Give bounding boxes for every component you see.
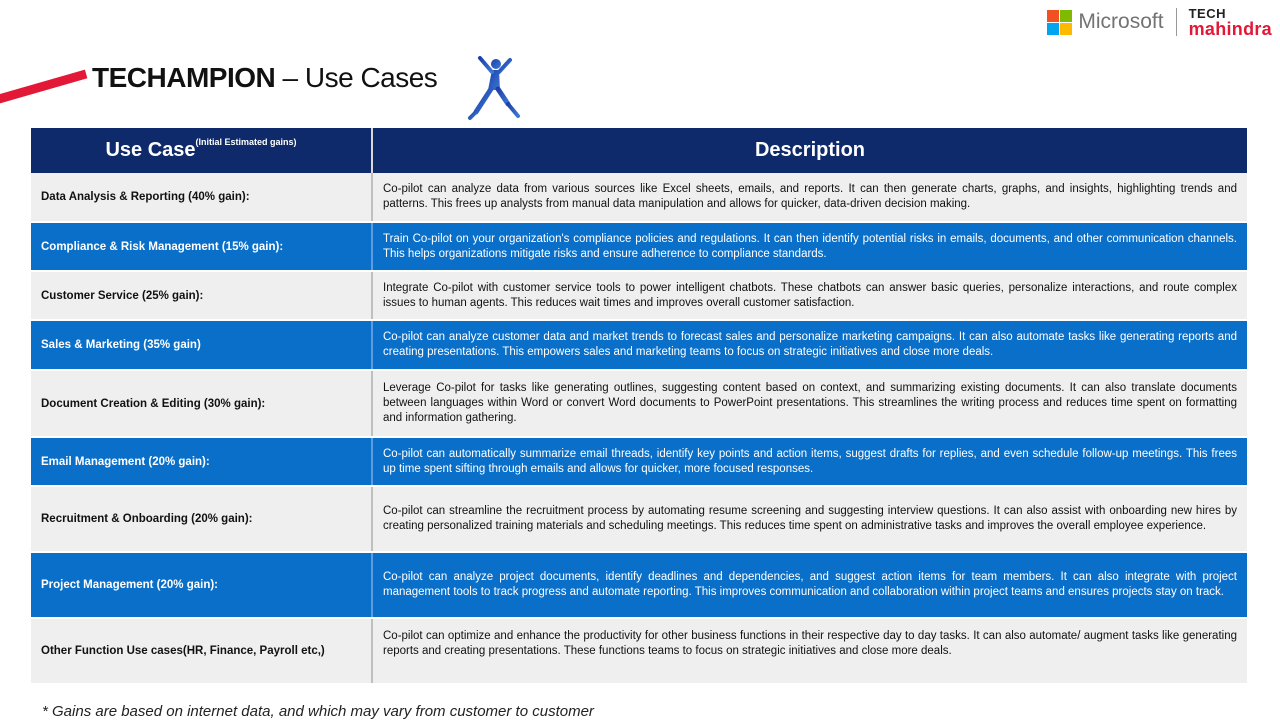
- description-cell: Train Co-pilot on your organization's compliance policies and regulations. It can then identify potential risks in emails, documents, and other communication channels. This helps organizations mitigate risks and ensure adherence to compliance standards.: [372, 222, 1247, 271]
- description-cell: Integrate Co-pilot with customer service tools to power intelligent chatbots. These chatbots can answer basic queries, personalize interactions, and route complex issues to human agents. This reduces wait times and improves overall customer satisfaction.: [372, 271, 1247, 320]
- use-case-table: [31, 128, 1247, 685]
- table-row: [31, 618, 1247, 684]
- tech-mahindra-logo: [1189, 7, 1272, 38]
- title-bold: TECHAMPION: [92, 62, 276, 93]
- use-case-cell: Customer Service (25% gain):: [31, 271, 372, 320]
- col-header-description: Description: [372, 128, 1247, 173]
- table-row: [31, 173, 1247, 222]
- table-row: [31, 271, 1247, 320]
- microsoft-wordmark: Microsoft: [1078, 10, 1164, 33]
- page-title: [92, 62, 437, 94]
- brand-logos: [1047, 6, 1272, 38]
- description-cell: Co-pilot can analyze customer data and market trends to forecast sales and personalize marketing campaigns. It can also automate tasks like generating reports and creating presentations. This empowers sales and marketing teams to focus on strategic initiatives and close more deals.: [372, 320, 1247, 370]
- description-cell: Co-pilot can analyze project documents, identify deadlines and dependencies, and suggest action items for team members. It can also integrate with project management tools to track progress and automate reporting. This improves communication and collaboration within project teams and ensures projects stay on track.: [372, 552, 1247, 618]
- use-case-cell: Data Analysis & Reporting (40% gain):: [31, 173, 372, 222]
- table-row: [31, 486, 1247, 552]
- tech-wordmark: TECH: [1188, 5, 1226, 21]
- champion-figure-icon: [466, 52, 524, 122]
- col-header-use-case-note: (Initial Estimated gains): [195, 137, 297, 147]
- microsoft-logo-icon: [1047, 10, 1072, 35]
- table-header-row: [31, 128, 1247, 173]
- table-row: [31, 370, 1247, 437]
- logo-divider: [1176, 8, 1177, 36]
- use-case-cell: Document Creation & Editing (30% gain):: [31, 370, 372, 437]
- col-header-use-case-label: Use Case: [105, 139, 196, 161]
- description-cell: Co-pilot can streamline the recruitment process by automating resume screening and suggesting interview questions. It can also assist with onboarding new hires by creating personalized training materials and scheduling meetings. This reduces time spent on administrative tasks and improves the overall employee experience.: [372, 486, 1247, 552]
- table-row: [31, 437, 1247, 486]
- description-cell: Leverage Co-pilot for tasks like generating outlines, suggesting content based on context, and summarizing existing documents. It can also translate documents between languages within Word or convert Word documents to PowerPoint presentations. This streamlines the writing process and reduces time spent on formatting and information gathering.: [372, 370, 1247, 437]
- use-case-cell: Recruitment & Onboarding (20% gain):: [31, 486, 372, 552]
- use-case-cell: Sales & Marketing (35% gain): [31, 320, 372, 370]
- description-cell: Co-pilot can optimize and enhance the productivity for other business functions in their respective day to day tasks. It can also automate/ augment tasks like generating reports and creating presentations. These functions teams to focus on strategic initiatives and close more deals.: [372, 618, 1247, 684]
- table-row: [31, 320, 1247, 370]
- use-case-cell: Compliance & Risk Management (15% gain):: [31, 222, 372, 271]
- description-cell: Co-pilot can analyze data from various sources like Excel sheets, emails, and reports. It can then generate charts, graphs, and insights, highlighting trends and patterns. This frees up analysts from manual data manipulation and allows for quicker, data-driven decision making.: [372, 173, 1247, 222]
- use-case-cell: Email Management (20% gain):: [31, 437, 372, 486]
- accent-slash: [0, 70, 87, 106]
- title-rest: – Use Cases: [275, 62, 438, 93]
- gains-footnote: * Gains are based on internet data, and which may vary from customer to customer: [42, 703, 594, 720]
- table-row: [31, 222, 1247, 271]
- col-header-use-case: [31, 128, 372, 173]
- table-row: [31, 552, 1247, 618]
- mahindra-wordmark: mahindra: [1188, 18, 1272, 39]
- description-cell: Co-pilot can automatically summarize email threads, identify key points and action items, suggest drafts for replies, and even schedule follow-up meetings. This frees up time spent sifting through emails and allows for quicker, more focused responses.: [372, 437, 1247, 486]
- use-case-cell: Other Function Use cases(HR, Finance, Payroll etc,): [31, 618, 372, 684]
- use-case-cell: Project Management (20% gain):: [31, 552, 372, 618]
